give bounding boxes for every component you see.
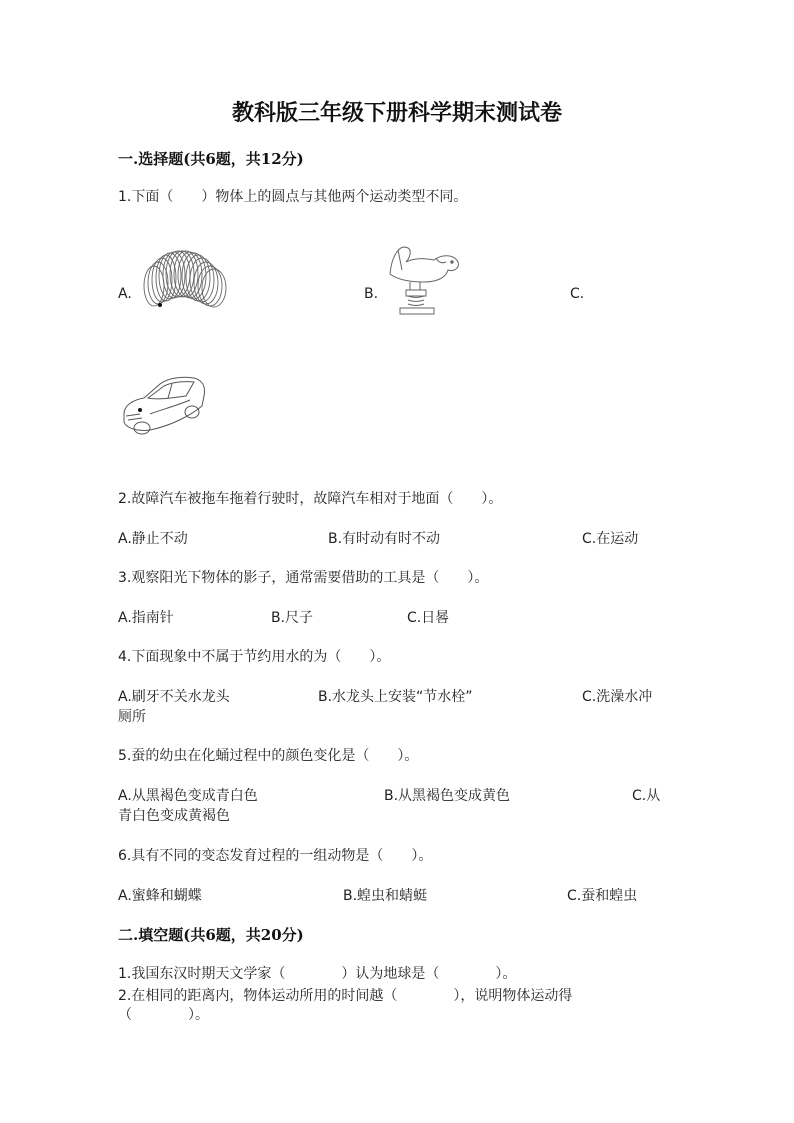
- q6-option-b: B.蝗虫和蜻蜓: [343, 888, 428, 904]
- q1-option-a-label: A.: [118, 286, 132, 302]
- q1-option-c-label: C.: [570, 286, 585, 302]
- q6-text: 6.具有不同的变态发育过程的一组动物是（ ）。: [118, 848, 433, 864]
- page-title: 教科版三年级下册科学期末测试卷: [231, 100, 562, 126]
- fill-q2-text-continued: （ ）。: [118, 1007, 209, 1023]
- q3-option-a: A.指南针: [118, 610, 174, 626]
- q5-option-b: B.从黑褐色变成黄色: [384, 788, 511, 804]
- q1-option-b-label: B.: [364, 286, 379, 302]
- q6-option-a: A.蜜蜂和蝴蝶: [118, 888, 202, 904]
- q2-option-a: A.静止不动: [118, 531, 188, 547]
- q5-option-c: C.从: [632, 788, 661, 804]
- q6-option-c: C.蚕和蝗虫: [567, 888, 638, 904]
- q5-option-a: A.从黑褐色变成青白色: [118, 788, 258, 804]
- q3-text: 3.观察阳光下物体的影子，通常需要借助的工具是（ ）。: [118, 570, 489, 586]
- car-image: [120, 370, 208, 438]
- q4-option-a: A.刷牙不关水龙头: [118, 689, 230, 705]
- q4-text: 4.下面现象中不属于节约用水的为（ ）。: [118, 649, 391, 665]
- q2-option-b: B.有时动有时不动: [328, 531, 441, 547]
- q2-text: 2.故障汽车被拖车拖着行驶时，故障汽车相对于地面（ ）。: [118, 491, 503, 507]
- q3-option-c: C.日晷: [407, 610, 450, 626]
- q4-option-c-continued: 厕所: [118, 709, 146, 725]
- q5-option-c-continued: 青白色变成黄褐色: [118, 808, 230, 824]
- q4-option-c: C.洗澡水冲: [582, 689, 653, 705]
- q1-text: 1.下面（ ）物体上的圆点与其他两个运动类型不同。: [118, 189, 468, 205]
- q3-option-b: B.尺子: [271, 610, 314, 626]
- spring-rider-toy-image: [380, 240, 464, 316]
- fill-q2-text: 2.在相同的距离内，物体运动所用的时间越（ ），说明物体运动得: [118, 988, 573, 1004]
- q2-option-c: C.在运动: [582, 531, 639, 547]
- slinky-spring-image: [134, 250, 230, 310]
- section2-heading: 二.填空题(共6题，共20分): [118, 926, 304, 944]
- q4-option-b: B.水龙头上安装“节水栓”: [318, 689, 473, 705]
- section1-heading: 一.选择题(共6题，共12分): [118, 150, 304, 168]
- fill-q1-text: 1.我国东汉时期天文学家（ ）认为地球是（ ）。: [118, 966, 517, 982]
- q5-text: 5.蚕的幼虫在化蛹过程中的颜色变化是（ ）。: [118, 748, 419, 764]
